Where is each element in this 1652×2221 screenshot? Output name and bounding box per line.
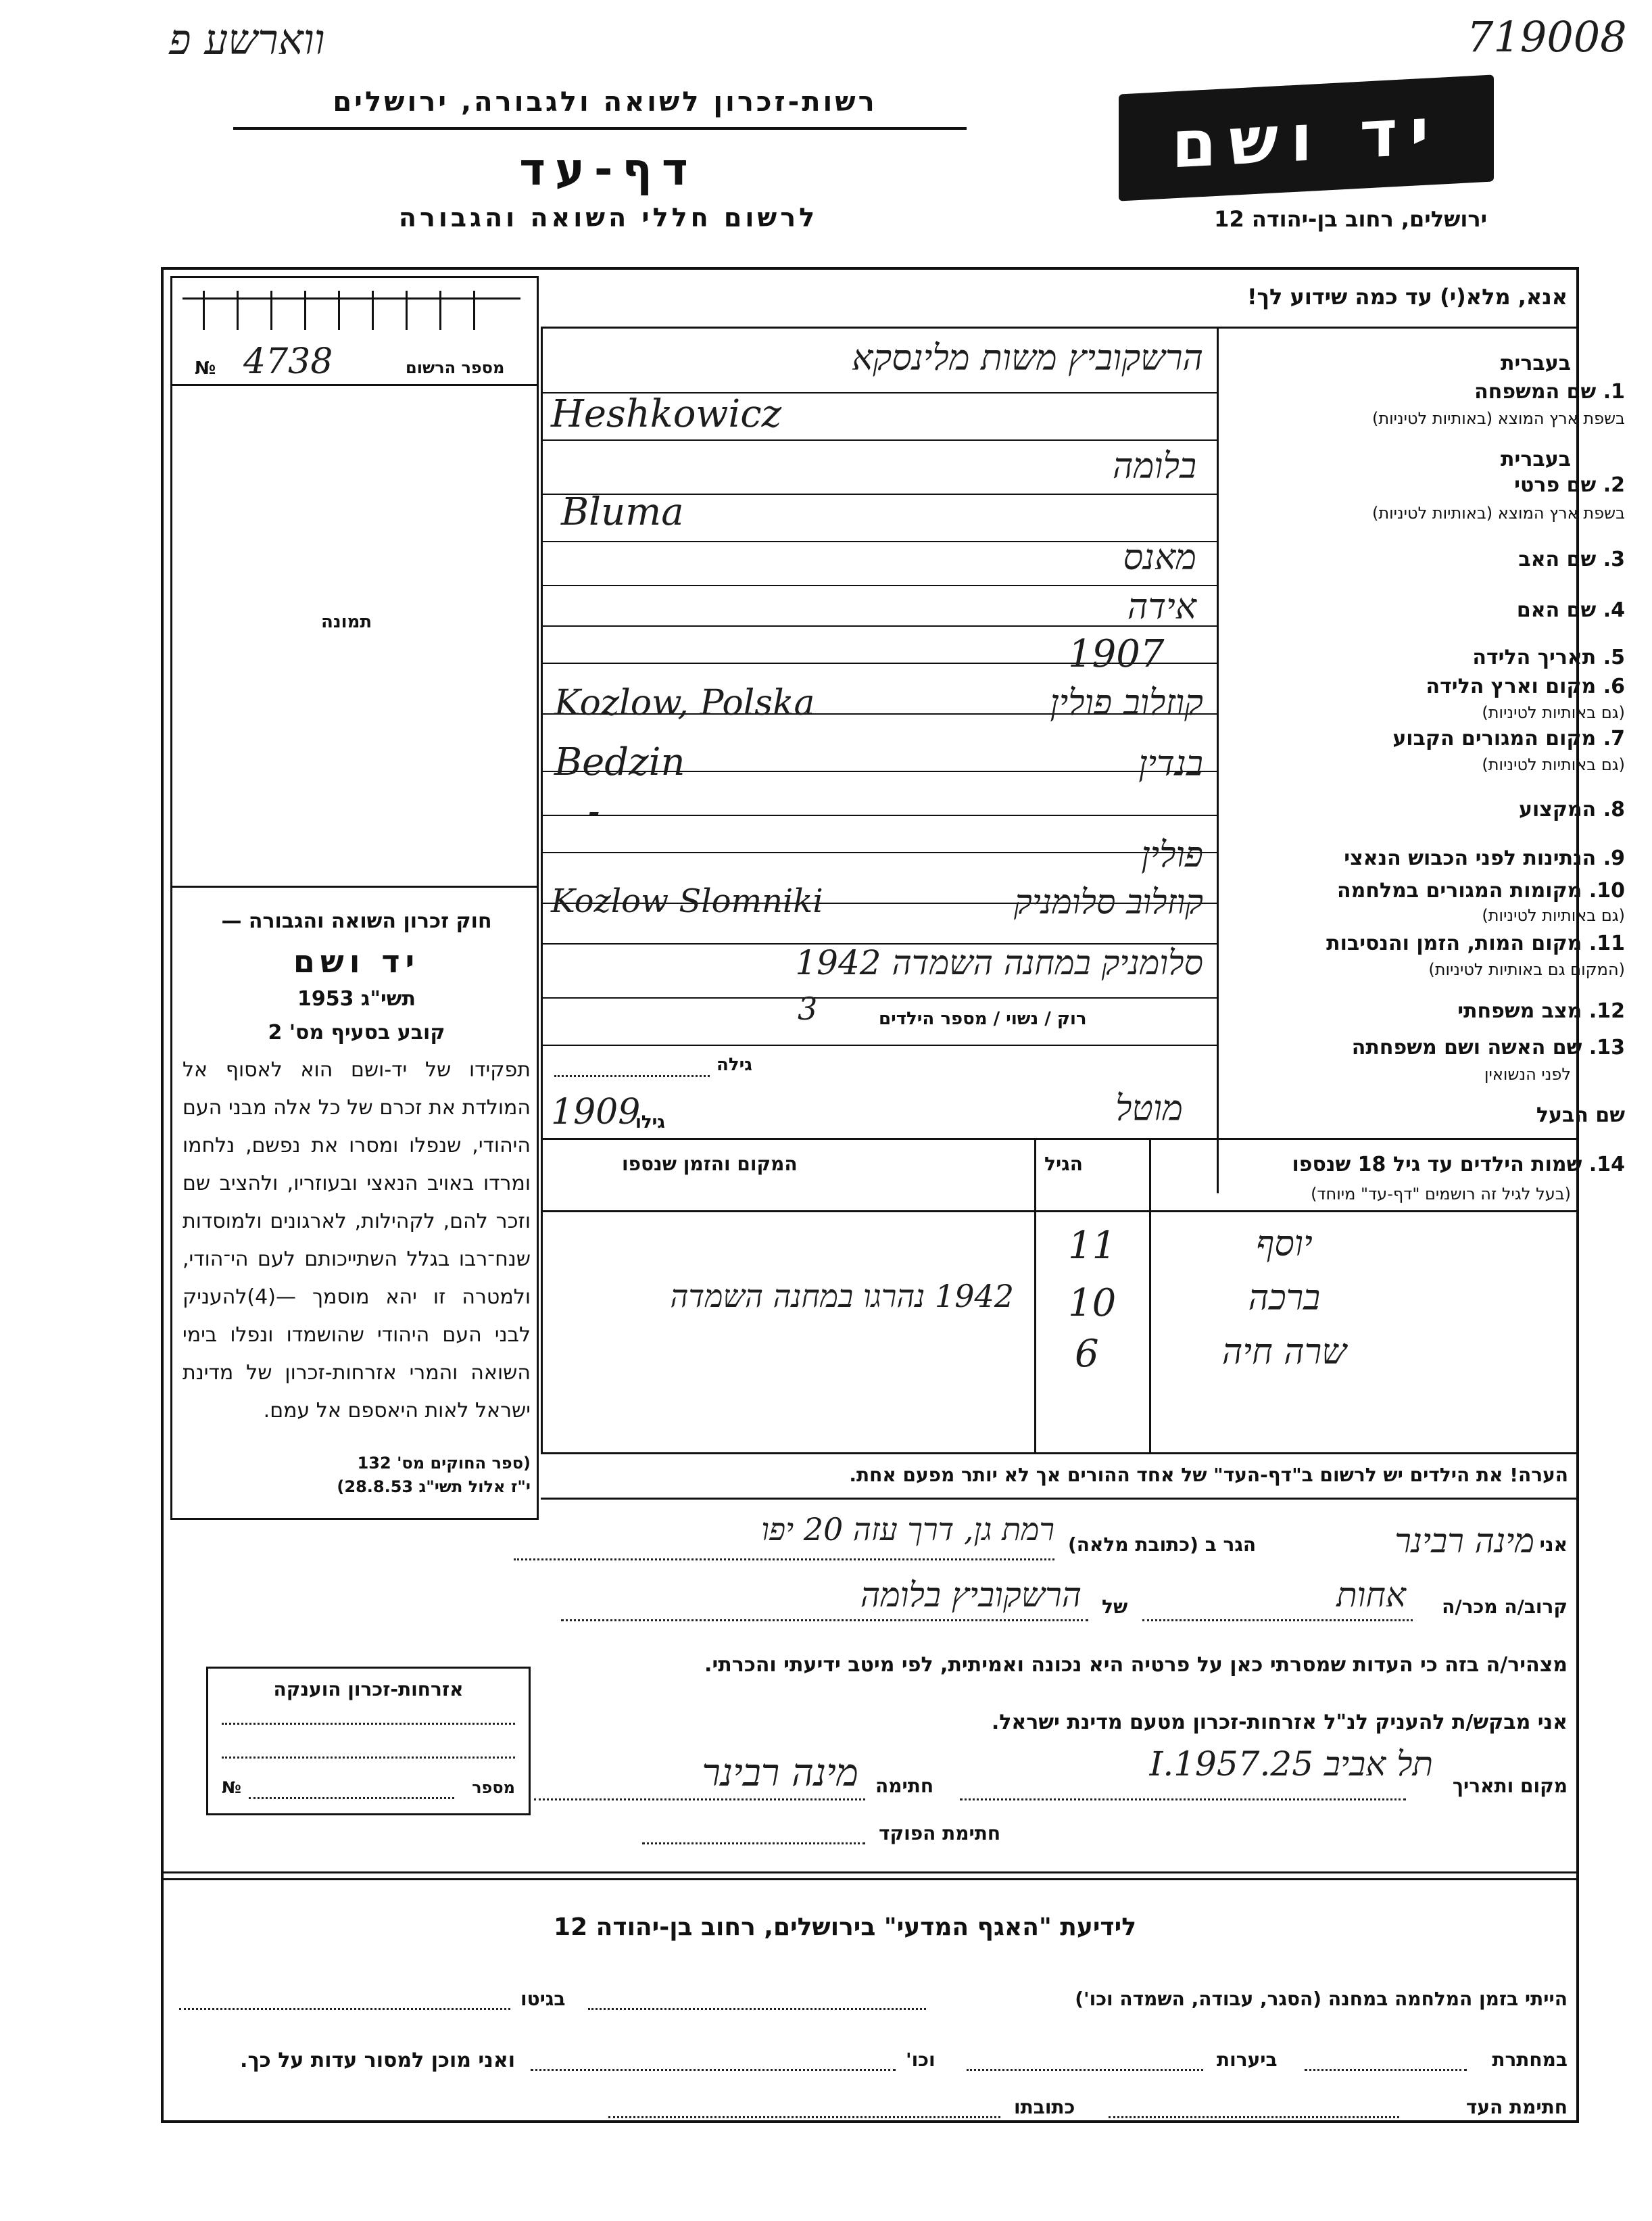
field-1-name: שם המשפחה	[1474, 380, 1597, 404]
husband-age-value: 1909	[551, 1092, 641, 1132]
decl-signature-value: מינה רבינר	[702, 1751, 858, 1795]
col-divider-right	[1217, 328, 1219, 1193]
field-1-value-lat: Heshkowicz	[551, 392, 782, 436]
decl-i-label: אני	[1539, 1533, 1568, 1556]
children-label	[1292, 1153, 1625, 1176]
field-8-label	[1519, 798, 1625, 821]
field-1-label	[1474, 380, 1625, 404]
field-11-num: 11.	[1588, 932, 1625, 955]
field-8-num: 8.	[1603, 798, 1625, 821]
field-2-lang: בעברית	[1501, 448, 1571, 471]
bottom-line1b: בגיטו	[520, 1988, 566, 2010]
husband-age-label: גילו	[635, 1112, 665, 1132]
decl-signature-label: חתימה	[875, 1775, 934, 1797]
bottom-line1-ghetto-fill	[179, 2008, 510, 2010]
field-8-value: -	[588, 791, 600, 832]
field-1-lang2: בשפת ארץ המוצא (באותיות לטיניות)	[1372, 409, 1625, 428]
bottom-line2-fill-a	[1305, 2069, 1467, 2071]
bottom-separator	[164, 1871, 1576, 1873]
field-1-value-he: הרשקוביץ משות מלינסקא	[852, 338, 1203, 379]
logo-text: יד ושם	[1171, 93, 1441, 183]
field-6-label	[1426, 675, 1625, 698]
field-2-lang2: בשפת ארץ המוצא (באותיות לטיניות)	[1372, 504, 1625, 523]
field-13-name: שם האשה ושם משפחתה	[1351, 1036, 1582, 1059]
child-1-name: יוסף	[1256, 1224, 1313, 1264]
decl-relation-value: אחות	[1336, 1575, 1406, 1615]
photo-label: תמונה	[321, 612, 372, 632]
field-6-note: (גם באותיות לטיניות)	[1482, 703, 1625, 722]
husband-label: שם הבעל	[1536, 1103, 1625, 1127]
authority-underline	[233, 127, 967, 130]
field-12-label	[1457, 999, 1625, 1023]
decl-official-line	[642, 1842, 865, 1844]
bottom-line2b: ביערות	[1217, 2049, 1278, 2071]
bottom-line2c: וכו'	[906, 2049, 936, 2071]
field-7-note: (גם באותיות לטיניות)	[1482, 755, 1625, 774]
children-top-rule	[541, 1138, 1578, 1140]
field-2-label	[1514, 473, 1625, 497]
field-9-num: 9.	[1603, 846, 1625, 870]
decl-relative-label: קרוב/ה מכר/ה	[1442, 1596, 1568, 1618]
field-9-label	[1344, 846, 1625, 870]
field-13-note: לפני הנשואין	[1484, 1065, 1571, 1084]
decl-of-line	[561, 1619, 1088, 1621]
field-2-value-lat: Bluma	[561, 490, 684, 534]
photo-rule	[172, 886, 537, 888]
field-11-note: (המקום גם באותיות לטיניות)	[1428, 960, 1625, 979]
law-text: תפקידו של יד-ושם הוא לאסוף אל המולדת את זכרם של כל אלה מבני העם היהודי, שנפלו ומסרו את נפשם, נלחמו ומרדו באויב הנאצי ובעוזריו, ולהציב שם וזכר להם, לקהילות, לארגונים ולמוסדות שנח־רבו בגלל השתייכותם לעם הי־הודי, ולמטרה זו יהא מוסמך —(4)להעניק לבני העם היהודי שהושמדו ונפלו בימי השואה והמרי אזרחות-זכרון של מדינת ישראל לאות היאספם אל עמם.	[183, 1058, 531, 1423]
field-4-label	[1517, 598, 1625, 622]
field-11-value: סלומניק במחנה השמדה 1942	[795, 943, 1203, 982]
field-12-note: רוק / נשוי / מספר הילדים	[879, 1009, 1087, 1029]
field-7-num: 7.	[1603, 727, 1625, 750]
header-address: ירושלים, רחוב בן-יהודה 12	[1214, 206, 1487, 232]
field-7-label	[1392, 727, 1625, 750]
children-col-age: הגיל	[1044, 1153, 1083, 1175]
law-year: תשי"ג 1953	[297, 987, 416, 1011]
children-title: שמות הילדים עד גיל 18 שנספו	[1292, 1153, 1582, 1176]
field-10-note: (גם באותיות לטיניות)	[1482, 906, 1625, 925]
field-6-value-he: קוזלוב פולין	[1050, 683, 1203, 723]
field-9-value: פולין	[1141, 835, 1203, 876]
children-note: (בעל לגיל זה רושמים "דף-עד" מיוחד)	[1311, 1185, 1571, 1203]
child-2-name: ברכה	[1248, 1278, 1321, 1318]
field-3-value: מאנס	[1123, 538, 1196, 578]
citizenship-number-label: מספר	[472, 1778, 515, 1797]
field-10-value-lat: Kozlow Slomniki	[551, 882, 823, 920]
children-col-div-2	[1034, 1138, 1036, 1452]
law-clause: קובע בסעיף מס' 2	[268, 1021, 445, 1045]
field-12-name: מצב משפחתי	[1457, 999, 1582, 1023]
field-10-num: 10.	[1588, 879, 1625, 903]
record-no-value: 4738	[243, 341, 333, 382]
citizenship-number-symbol: №	[222, 1778, 241, 1797]
form-intro: אנא, מלא(י) עד כמה שידוע לך!	[1246, 284, 1568, 310]
bottom-line3b: כתובתו	[1014, 2096, 1075, 2118]
children-header-rule	[541, 1210, 1578, 1212]
record-no-label: מספר הרשום	[406, 358, 505, 377]
law-name: יד ושם	[293, 943, 420, 980]
decl-address-value: רמת גן, דרך עזה 20 יפו	[761, 1511, 1054, 1548]
field-3-label	[1518, 548, 1625, 571]
field-13-age-label: גילה	[716, 1055, 752, 1075]
decl-place-date-line	[960, 1798, 1406, 1800]
authority-title: רשות-זכרון לשואה ולגבורה, ירושלים	[333, 87, 877, 118]
bottom-separator-2	[164, 1878, 1576, 1880]
citizenship-title: אזרחות-זכרון הוענקה	[273, 1678, 464, 1700]
field-4-value: אידה	[1127, 587, 1196, 627]
field-7-name: מקום המגורים הקבוע	[1392, 727, 1597, 750]
page-title: דף-עד	[519, 143, 698, 195]
field-7-value-lat: Bedzin	[554, 740, 685, 784]
law-title: חוק זכרון השואה והגבורה —	[221, 909, 492, 933]
decl-i-value: מינה רבינר	[1394, 1521, 1534, 1560]
child-3-age: 6	[1075, 1332, 1099, 1376]
top-right-number: 719008	[1467, 12, 1627, 62]
law-ref: (ספר החוקים מס' 132	[357, 1454, 531, 1473]
field-2-num: 2.	[1603, 473, 1625, 497]
bottom-line2a: במחתרת	[1492, 2049, 1568, 2071]
child-3-name: שרה חיה	[1221, 1332, 1347, 1372]
field-12-num: 12.	[1588, 999, 1625, 1023]
page-subtitle: לרשום חללי השואה והגבורה	[398, 203, 819, 233]
field-11-label	[1326, 932, 1625, 955]
field-7-value-he: בנדין	[1138, 744, 1203, 784]
field-5-num: 5.	[1603, 646, 1625, 669]
bottom-line2-fill-b	[967, 2069, 1203, 2071]
field-13-num: 13.	[1588, 1036, 1625, 1059]
decl-request: אני מבקש/ת להעניק לנ"ל אזרחות-זכרון מטעם מדינת ישראל.	[991, 1711, 1568, 1734]
decl-of-value: הרשקוביץ בלומה	[860, 1575, 1082, 1615]
field-10-name: מקומות המגורים במלחמה	[1337, 879, 1582, 903]
field-4-num: 4.	[1603, 598, 1625, 622]
bottom-line1-fill	[588, 2008, 926, 2010]
decl-relation-line	[1142, 1619, 1413, 1621]
decl-address-line	[514, 1558, 1054, 1560]
field-10-value-he: קוזלוב סלומניק	[1013, 882, 1203, 922]
remark-rule	[541, 1498, 1578, 1500]
field-5-label	[1472, 646, 1625, 669]
field-13-label	[1352, 1036, 1625, 1059]
field-9-name: הנתינות לפני הכבוש הנאצי	[1344, 846, 1597, 870]
children-col-div-1	[1149, 1138, 1151, 1452]
record-comb	[183, 291, 520, 331]
child-2-age: 10	[1068, 1281, 1117, 1325]
citizenship-box	[206, 1667, 531, 1815]
child-2-place: 1942 נהרגו במחנה השמדה	[670, 1278, 1014, 1314]
field-8-name: המקצוע	[1518, 798, 1597, 821]
field-1-lang: בעברית	[1501, 352, 1571, 375]
decl-official-label: חתימת הפוקד	[879, 1822, 1001, 1844]
field-2-name: שם פרטי	[1514, 473, 1597, 497]
decl-place-date-label: מקום ותאריך	[1452, 1775, 1568, 1797]
field-13-age-line	[554, 1075, 710, 1077]
bottom-line3-fill-b	[608, 2116, 1000, 2118]
record-no-rule	[172, 384, 537, 386]
children-col-place: המקום והזמן שנספו	[622, 1153, 798, 1175]
decl-place-date-value: תל אביב 25.I.1957	[1149, 1744, 1433, 1784]
decl-resides-label: הגר ב (כתובת מלאה)	[1068, 1533, 1257, 1556]
child-1-age: 11	[1068, 1224, 1117, 1268]
record-no-symbol: №	[195, 358, 216, 379]
decl-of-label: של	[1102, 1596, 1128, 1618]
children-num: 14.	[1588, 1153, 1625, 1176]
bottom-line2-fill-c	[531, 2069, 896, 2071]
field-5-value: 1907	[1068, 632, 1165, 676]
decl-signature-line	[534, 1798, 865, 1800]
children-remark: הערה! את הילדים יש לרשום ב"דף-העד" של אחד ההורים אך לא יותר מפעם אחת.	[849, 1464, 1568, 1486]
decl-statement: מצהיר/ה בזה כי העדות שמסרתי כאן על פרטיה היא נכונה ואמיתית, לפי מיטב ידיעתי והכרתי.	[704, 1653, 1568, 1677]
field-2-value-he: בלומה	[1113, 446, 1196, 487]
bottom-line3-fill-a	[1109, 2116, 1399, 2118]
field-10-label	[1337, 879, 1625, 903]
field-3-name: שם האב	[1518, 548, 1597, 571]
field-6-name: מקום וארץ הלידה	[1426, 675, 1597, 698]
field-4-name: שם האם	[1516, 598, 1597, 622]
field-12-value: 3	[798, 990, 818, 1027]
children-bottom-rule	[541, 1452, 1578, 1454]
field-11-name: מקום המות, הזמן והנסיבות	[1326, 932, 1582, 955]
top-left-note: ווארשע פ	[169, 15, 325, 64]
field-5-name: תאריך הלידה	[1472, 646, 1597, 669]
law-ref-date: י"ז אלול תשי"ג 28.8.53)	[337, 1477, 531, 1496]
field-6-num: 6.	[1603, 675, 1625, 698]
bottom-line3a: חתימת העד	[1465, 2096, 1568, 2118]
bottom-line1a: הייתי בזמן המלחמה במחנה (הסגר, עבודה, השמדה וכו')	[1075, 1988, 1568, 2010]
yad-vashem-logo	[1119, 74, 1494, 201]
bottom-line2d: ואני מוכן למסור עדות על כך.	[240, 2049, 515, 2072]
husband-value: מוטל	[1115, 1089, 1183, 1129]
field-3-num: 3.	[1603, 548, 1625, 571]
bottom-heading: לידיעת "האגף המדעי" בירושלים, רחוב בן-יהודה 12	[554, 1913, 1136, 1941]
field-1-num: 1.	[1603, 380, 1625, 404]
field-6-value-lat: Kozlow, Polska	[554, 683, 815, 723]
